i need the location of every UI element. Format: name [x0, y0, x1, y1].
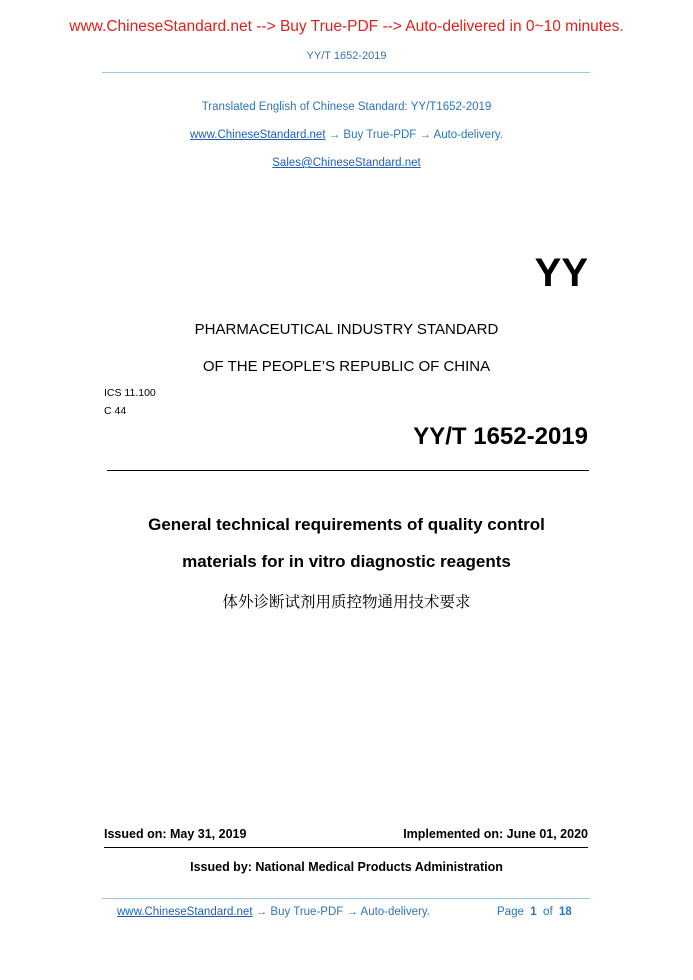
document-title-line1: General technical requirements of quality control: [148, 515, 545, 534]
standard-type-line2: OF THE PEOPLE’S REPUBLIC OF CHINA: [202, 358, 491, 375]
title-divider: [107, 470, 589, 471]
footer-divider: [102, 898, 590, 899]
promo-banner[interactable]: www.ChineseStandard.net --> Buy True-PDF --> Auto-delivered in 0~10 minutes.: [69, 18, 624, 35]
footer-buy-line: [117, 906, 430, 918]
page-of: of: [543, 906, 553, 918]
issued-by: Issued by: National Medical Products Administration: [190, 860, 503, 874]
buy-text: → Buy True-PDF → Auto-delivery.: [325, 129, 503, 141]
site-link[interactable]: www.ChineseStandard.net: [190, 129, 326, 141]
standard-type-line1: PHARMACEUTICAL INDUSTRY STANDARD: [194, 321, 499, 338]
translation-note: Translated English of Chinese Standard: YY/T1652-2019: [201, 101, 492, 113]
email-line: [0, 157, 693, 169]
page-current: 1: [530, 906, 537, 918]
footer-buy-text: → Buy True-PDF → Auto-delivery.: [252, 906, 430, 918]
page-label: Page: [497, 906, 524, 918]
standard-mark: YY: [534, 251, 588, 295]
ccs-code: C 44: [104, 405, 127, 417]
header-divider: [102, 72, 590, 73]
ics-code: ICS 11.100: [104, 387, 156, 399]
issued-on: Issued on: May 31, 2019: [104, 827, 247, 841]
header-standard-code: YY/T 1652-2019: [306, 50, 387, 62]
document-title-chinese: 体外诊断试剂用质控物通用技术要求: [222, 593, 471, 611]
standard-number: YY/T 1652-2019: [413, 423, 588, 450]
email-link[interactable]: Sales@ChineseStandard.net: [272, 157, 421, 169]
dates-divider: [104, 847, 588, 848]
page-total: 18: [559, 906, 572, 918]
footer-site-link[interactable]: www.ChineseStandard.net: [117, 906, 253, 918]
page-indicator: [497, 906, 572, 918]
implemented-on: Implemented on: June 01, 2020: [403, 827, 588, 841]
translation-buy-line: [0, 129, 693, 141]
document-title-line2: materials for in vitro diagnostic reagents: [182, 552, 511, 571]
